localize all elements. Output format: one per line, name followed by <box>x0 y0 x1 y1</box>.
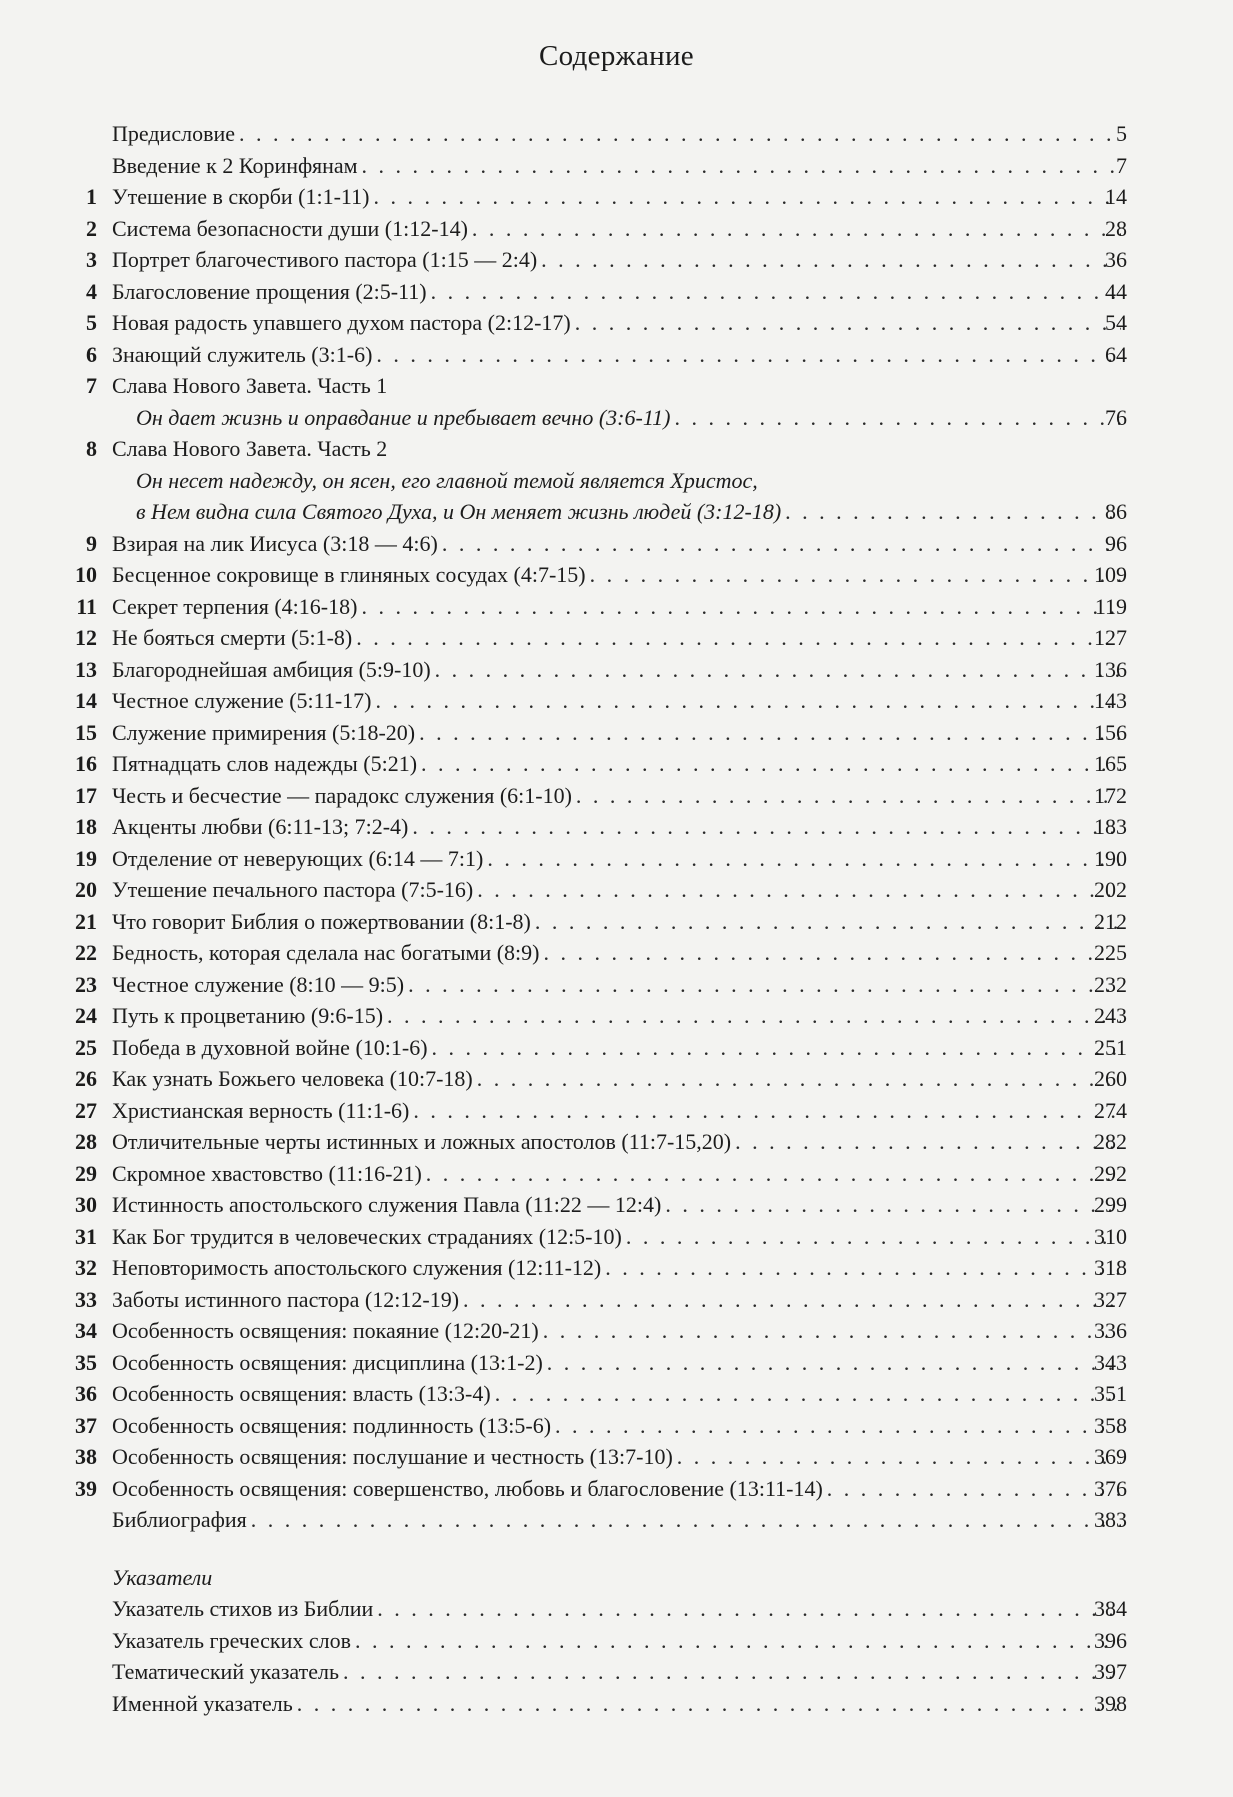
dot-leader <box>555 1410 1121 1442</box>
dot-leader <box>626 1221 1121 1253</box>
chapter-number: 16 <box>75 751 97 776</box>
chapter-number: 7 <box>86 373 97 398</box>
page-number: 156 <box>1094 719 1127 745</box>
dot-leader <box>547 1347 1121 1379</box>
page-number: 299 <box>1094 1192 1127 1217</box>
entry-title: Указатель греческих слов <box>112 1627 352 1653</box>
chapter-number: 28 <box>75 1129 97 1154</box>
entry-line <box>112 1315 1125 1347</box>
page-number: 351 <box>1094 1381 1127 1406</box>
chapter-number: 10 <box>75 562 97 587</box>
chapter-number: 33 <box>75 1286 97 1312</box>
toc-entry <box>0 811 1233 843</box>
entry-line <box>136 496 1125 528</box>
chapter-number: 36 <box>75 1381 97 1406</box>
entry-title: Как узнать Божьего человека (10:7-18) <box>112 1066 473 1091</box>
page-number: 86 <box>1105 499 1127 524</box>
chapter-number: 12 <box>75 625 97 650</box>
entry-line <box>112 528 1125 560</box>
entry-title: Особенность освящения: дисциплина (13:1-2) <box>112 1349 543 1375</box>
entry-line <box>112 622 1125 654</box>
page-number: 165 <box>1094 751 1127 776</box>
page-number: 190 <box>1094 845 1127 871</box>
entry-title: Благороднейшая амбиция (5:9-10) <box>112 656 431 682</box>
entry-title: Предисловие <box>112 121 235 146</box>
chapter-number: 6 <box>86 341 97 367</box>
entry-title: Бедность, которая сделала нас богатыми (8:9) <box>112 940 540 965</box>
entry-title: Новая радость упавшего духом пастора (2:12-17) <box>112 310 571 335</box>
entry-title: Особенность освящения: послушание и честность (13:7-10) <box>112 1444 673 1469</box>
entry-line <box>112 181 1125 213</box>
dot-leader <box>535 906 1121 938</box>
dot-leader <box>387 1000 1121 1032</box>
dot-leader <box>605 1252 1121 1284</box>
page-number: 398 <box>1094 1690 1127 1716</box>
entry-line <box>112 843 1125 875</box>
entry-line <box>112 748 1125 780</box>
entry-title: Неповторимость апостольского служения (12:11-12) <box>112 1255 602 1280</box>
dot-leader <box>356 622 1121 654</box>
entry-title: Особенность освящения: власть (13:3-4) <box>112 1381 491 1406</box>
dot-leader <box>373 181 1121 213</box>
page-number: 336 <box>1094 1318 1127 1343</box>
dot-leader <box>426 1158 1121 1190</box>
chapter-number: 13 <box>75 656 97 682</box>
toc-entry <box>0 748 1233 780</box>
entry-line <box>112 1063 1125 1095</box>
toc-entry <box>0 1656 1233 1688</box>
toc-entry <box>0 685 1233 717</box>
entry-title: Именной указатель <box>112 1690 293 1716</box>
entry-line <box>112 559 1125 591</box>
indexes-heading-row <box>0 1562 1233 1594</box>
page-number: 7 <box>1116 152 1127 178</box>
page-number: 76 <box>1105 404 1127 430</box>
entry-line <box>112 1284 1125 1316</box>
entry-title: Путь к процветанию (9:6-15) <box>112 1003 384 1028</box>
entry-line <box>136 465 1125 497</box>
toc-entry <box>0 1593 1233 1625</box>
dot-leader <box>408 969 1121 1001</box>
indexes-heading: Указатели <box>112 1564 213 1590</box>
chapter-number: 39 <box>75 1475 97 1501</box>
toc-entry <box>0 528 1233 560</box>
toc-entry <box>0 1221 1233 1253</box>
toc-entry <box>0 622 1233 654</box>
entry-title: Истинность апостольского служения Павла (11:22 — 12:4) <box>112 1192 662 1217</box>
dot-leader <box>472 213 1121 245</box>
page-number: 327 <box>1094 1286 1127 1312</box>
dot-leader <box>541 244 1121 276</box>
toc-entry <box>0 1095 1233 1127</box>
toc-entry <box>0 118 1233 150</box>
entry-title: Служение примирения (5:18-20) <box>112 719 416 745</box>
entry-line <box>112 276 1125 308</box>
dot-leader <box>431 276 1121 308</box>
toc-entry <box>0 465 1233 497</box>
entry-line <box>112 811 1125 843</box>
entry-line <box>112 1504 1125 1536</box>
chapter-number: 27 <box>75 1097 97 1123</box>
page-number: 369 <box>1094 1444 1127 1469</box>
entry-line <box>112 1378 1125 1410</box>
dot-leader <box>677 1441 1121 1473</box>
page-number: 14 <box>1105 184 1127 209</box>
entry-title: Портрет благочестивого пастора (1:15 — 2:4) <box>112 247 538 272</box>
page-number: 243 <box>1094 1003 1127 1028</box>
toc-entry <box>0 307 1233 339</box>
dot-leader <box>463 1284 1121 1316</box>
entry-title: Скромное хвастовство (11:16-21) <box>112 1160 422 1186</box>
page-number: 292 <box>1094 1160 1127 1186</box>
entry-line <box>112 874 1125 906</box>
chapter-number: 19 <box>75 845 97 871</box>
entry-line <box>112 906 1125 938</box>
toc-entry <box>0 937 1233 969</box>
chapter-number: 20 <box>75 877 97 902</box>
toc-entry <box>0 1000 1233 1032</box>
entry-line <box>112 1625 1125 1657</box>
dot-leader <box>419 717 1121 749</box>
toc-entry <box>0 969 1233 1001</box>
entry-title: Библиография <box>112 1507 247 1532</box>
toc-entry <box>0 780 1233 812</box>
dot-leader <box>413 1095 1121 1127</box>
toc-entry <box>0 1032 1233 1064</box>
entry-line <box>112 1656 1125 1688</box>
page-number: 143 <box>1094 688 1127 713</box>
chapter-number: 29 <box>75 1160 97 1186</box>
dot-leader <box>735 1126 1121 1158</box>
entry-line <box>112 370 1125 402</box>
toc-entry <box>0 654 1233 686</box>
toc-entry <box>0 1126 1233 1158</box>
dot-leader <box>675 402 1121 434</box>
page-number: 384 <box>1094 1596 1127 1621</box>
entry-line <box>112 1221 1125 1253</box>
dot-leader <box>355 1625 1121 1657</box>
page-number: 376 <box>1094 1475 1127 1501</box>
toc-entry <box>0 1504 1233 1536</box>
entry-line <box>112 1000 1125 1032</box>
entry-line <box>112 685 1125 717</box>
dot-leader <box>665 1189 1121 1221</box>
toc-entry <box>0 591 1233 623</box>
entry-title: Утешение печального пастора (7:5-16) <box>112 877 474 902</box>
entry-line <box>112 339 1125 371</box>
toc-entry <box>0 559 1233 591</box>
entry-line <box>112 1158 1125 1190</box>
chapter-number: 14 <box>75 688 97 713</box>
dot-leader <box>442 528 1121 560</box>
entry-title: Он дает жизнь и оправдание и пребывает вечно (3:6-11) <box>136 404 671 430</box>
toc-entry <box>0 1315 1233 1347</box>
chapter-number: 11 <box>76 593 97 619</box>
page-number: 396 <box>1094 1627 1127 1653</box>
page-number: 54 <box>1105 310 1127 335</box>
toc-entry <box>0 1063 1233 1095</box>
entry-title: Акценты любви (6:11-13; 7:2-4) <box>112 814 409 839</box>
toc-entry <box>0 433 1233 465</box>
page-number: 64 <box>1105 341 1127 367</box>
page-number: 136 <box>1094 656 1127 682</box>
entry-line <box>112 1095 1125 1127</box>
chapter-number: 37 <box>75 1412 97 1438</box>
entry-line <box>112 1593 1125 1625</box>
page-number: 5 <box>1116 121 1127 146</box>
toc-entry <box>0 276 1233 308</box>
entry-title: Слава Нового Завета. Часть 2 <box>112 436 388 461</box>
chapter-number: 4 <box>86 278 97 304</box>
entry-title: Честное служение (5:11-17) <box>112 688 372 713</box>
toc-entry <box>0 1252 1233 1284</box>
entry-line <box>112 969 1125 1001</box>
chapter-number: 15 <box>75 719 97 745</box>
toc-entry <box>0 843 1233 875</box>
chapter-number: 31 <box>75 1223 97 1249</box>
dot-leader <box>376 685 1121 717</box>
page-title: Содержание <box>539 40 694 72</box>
dot-leader <box>544 937 1122 969</box>
entry-title: Указатель стихов из Библии <box>112 1596 374 1621</box>
toc-entry <box>0 1284 1233 1316</box>
page-number: 172 <box>1094 782 1127 808</box>
chapter-number: 26 <box>75 1066 97 1091</box>
dot-leader <box>590 559 1121 591</box>
entry-line <box>112 1032 1125 1064</box>
toc-entry <box>0 1378 1233 1410</box>
toc-entry <box>0 1347 1233 1379</box>
toc-entry <box>0 1688 1233 1720</box>
entry-title: Заботы истинного пастора (12:12-19) <box>112 1286 460 1312</box>
dot-leader <box>495 1378 1121 1410</box>
page-number: 310 <box>1094 1223 1127 1249</box>
entry-title: Благословение прощения (2:5-11) <box>112 278 427 304</box>
toc-entry <box>0 1158 1233 1190</box>
toc-entry <box>0 717 1233 749</box>
dot-leader <box>576 780 1121 812</box>
chapter-number: 18 <box>75 814 97 839</box>
page-number: 109 <box>1094 562 1127 587</box>
toc-entry <box>0 370 1233 402</box>
entry-line <box>112 591 1125 623</box>
page-number: 96 <box>1105 530 1127 556</box>
page-number: 343 <box>1094 1349 1127 1375</box>
entry-line <box>112 1688 1125 1720</box>
table-of-contents <box>0 118 1233 1719</box>
entry-title: Победа в духовной войне (10:1-6) <box>112 1034 428 1060</box>
page-number: 202 <box>1094 877 1127 902</box>
chapter-number: 2 <box>86 215 97 241</box>
entry-line <box>112 1441 1125 1473</box>
chapter-number: 1 <box>86 184 97 209</box>
chapter-number: 34 <box>75 1318 97 1343</box>
entry-line <box>112 937 1125 969</box>
entry-title: Система безопасности души (1:12-14) <box>112 215 468 241</box>
dot-leader <box>477 874 1121 906</box>
entry-title: Знающий служитель (3:1-6) <box>112 341 373 367</box>
dot-leader <box>343 1656 1121 1688</box>
dot-leader <box>421 748 1121 780</box>
page-number: 383 <box>1094 1507 1127 1532</box>
entry-title: Как Бог трудится в человеческих страданиях (12:5-10) <box>112 1223 622 1249</box>
dot-leader <box>297 1688 1121 1720</box>
entry-line <box>112 1252 1125 1284</box>
page-number: 183 <box>1094 814 1127 839</box>
entry-line <box>112 1189 1125 1221</box>
page-number: 225 <box>1094 940 1127 965</box>
dot-leader <box>239 118 1121 150</box>
toc-entry <box>0 150 1233 182</box>
entry-title: Христианская верность (11:1-6) <box>112 1097 410 1123</box>
entry-title: Особенность освящения: покаяние (12:20-21) <box>112 1318 539 1343</box>
entry-title: Взирая на лик Иисуса (3:18 — 4:6) <box>112 530 438 556</box>
entry-line <box>112 213 1125 245</box>
entry-line <box>112 244 1125 276</box>
toc-entry <box>0 1410 1233 1442</box>
page-number: 119 <box>1094 593 1127 619</box>
toc-entry <box>0 1625 1233 1657</box>
dot-leader <box>362 150 1121 182</box>
page-number: 260 <box>1094 1066 1127 1091</box>
chapter-number: 25 <box>75 1034 97 1060</box>
page-number: 232 <box>1094 971 1127 997</box>
entry-title: Отделение от неверующих (6:14 — 7:1) <box>112 845 484 871</box>
entry-title: Особенность освящения: совершенство, любовь и благословение (13:11-14) <box>112 1475 823 1501</box>
dot-leader <box>543 1315 1121 1347</box>
entry-line <box>112 780 1125 812</box>
dot-leader <box>377 1593 1121 1625</box>
chapter-number: 32 <box>75 1255 97 1280</box>
page-number: 358 <box>1094 1412 1127 1438</box>
chapter-number: 9 <box>86 530 97 556</box>
page-number: 282 <box>1094 1129 1127 1154</box>
entry-title: в Нем видна сила Святого Духа, и Он меняет жизнь людей (3:12-18) <box>136 499 782 524</box>
page-number: 28 <box>1105 215 1127 241</box>
dot-leader <box>412 811 1121 843</box>
entry-title: Особенность освящения: подлинность (13:5-6) <box>112 1412 552 1438</box>
toc-entry <box>0 496 1233 528</box>
toc-entry <box>0 402 1233 434</box>
page-number: 397 <box>1094 1659 1127 1684</box>
entry-title: Утешение в скорби (1:1-11) <box>112 184 370 209</box>
entry-title: Честь и бесчестие — парадокс служения (6:1-10) <box>112 782 572 808</box>
page-number: 274 <box>1094 1097 1127 1123</box>
chapter-number: 30 <box>75 1192 97 1217</box>
entry-title: Он несет надежду, он ясен, его главной темой является Христос, <box>136 467 758 493</box>
chapter-number: 8 <box>86 436 97 461</box>
chapter-number: 38 <box>75 1444 97 1469</box>
page-number: 318 <box>1094 1255 1127 1280</box>
dot-leader <box>251 1504 1121 1536</box>
entry-title: Что говорит Библия о пожертвовании (8:1-8) <box>112 908 531 934</box>
page-number: 44 <box>1105 278 1127 304</box>
entry-title: Введение к 2 Коринфянам <box>112 152 358 178</box>
entry-title: Пятнадцать слов надежды (5:21) <box>112 751 418 776</box>
page-number: 251 <box>1094 1034 1127 1060</box>
chapter-number: 17 <box>75 782 97 808</box>
page-number: 212 <box>1094 908 1127 934</box>
entry-line <box>112 1473 1125 1505</box>
toc-entry <box>0 339 1233 371</box>
entry-line <box>112 717 1125 749</box>
chapter-number: 22 <box>75 940 97 965</box>
page-number: 36 <box>1105 247 1127 272</box>
entry-line <box>112 1347 1125 1379</box>
dot-leader <box>575 307 1121 339</box>
chapter-number: 21 <box>75 908 97 934</box>
dot-leader <box>432 1032 1121 1064</box>
entry-line <box>112 1410 1125 1442</box>
toc-entry <box>0 906 1233 938</box>
toc-entry <box>0 244 1233 276</box>
toc-entry <box>0 213 1233 245</box>
chapter-number: 24 <box>75 1003 97 1028</box>
entry-line <box>112 118 1125 150</box>
entry-line <box>136 402 1125 434</box>
entry-title: Честное служение (8:10 — 9:5) <box>112 971 405 997</box>
entry-title: Отличительные черты истинных и ложных апостолов (11:7-15,20) <box>112 1129 732 1154</box>
entry-line <box>112 1126 1125 1158</box>
entry-line <box>112 307 1125 339</box>
toc-entry <box>0 181 1233 213</box>
dot-leader <box>435 654 1121 686</box>
chapter-number: 5 <box>86 310 97 335</box>
entry-title: Секрет терпения (4:16-18) <box>112 593 358 619</box>
dot-leader <box>376 339 1121 371</box>
chapter-number: 3 <box>86 247 97 272</box>
dot-leader <box>361 591 1121 623</box>
entry-line <box>112 150 1125 182</box>
toc-entry <box>0 1189 1233 1221</box>
toc-entry <box>0 874 1233 906</box>
toc-entry <box>0 1473 1233 1505</box>
entry-line <box>112 654 1125 686</box>
entry-title: Бесценное сокровище в глиняных сосудах (4:7-15) <box>112 562 586 587</box>
entry-title: Слава Нового Завета. Часть 1 <box>112 373 388 398</box>
dot-leader <box>477 1063 1121 1095</box>
dot-leader <box>487 843 1121 875</box>
entry-line <box>112 433 1125 465</box>
chapter-number: 35 <box>75 1349 97 1375</box>
chapter-number: 23 <box>75 971 97 997</box>
page-number: 127 <box>1094 625 1127 650</box>
entry-title: Тематический указатель <box>112 1659 339 1684</box>
entry-title: Не бояться смерти (5:1-8) <box>112 625 353 650</box>
toc-entry <box>0 1441 1233 1473</box>
